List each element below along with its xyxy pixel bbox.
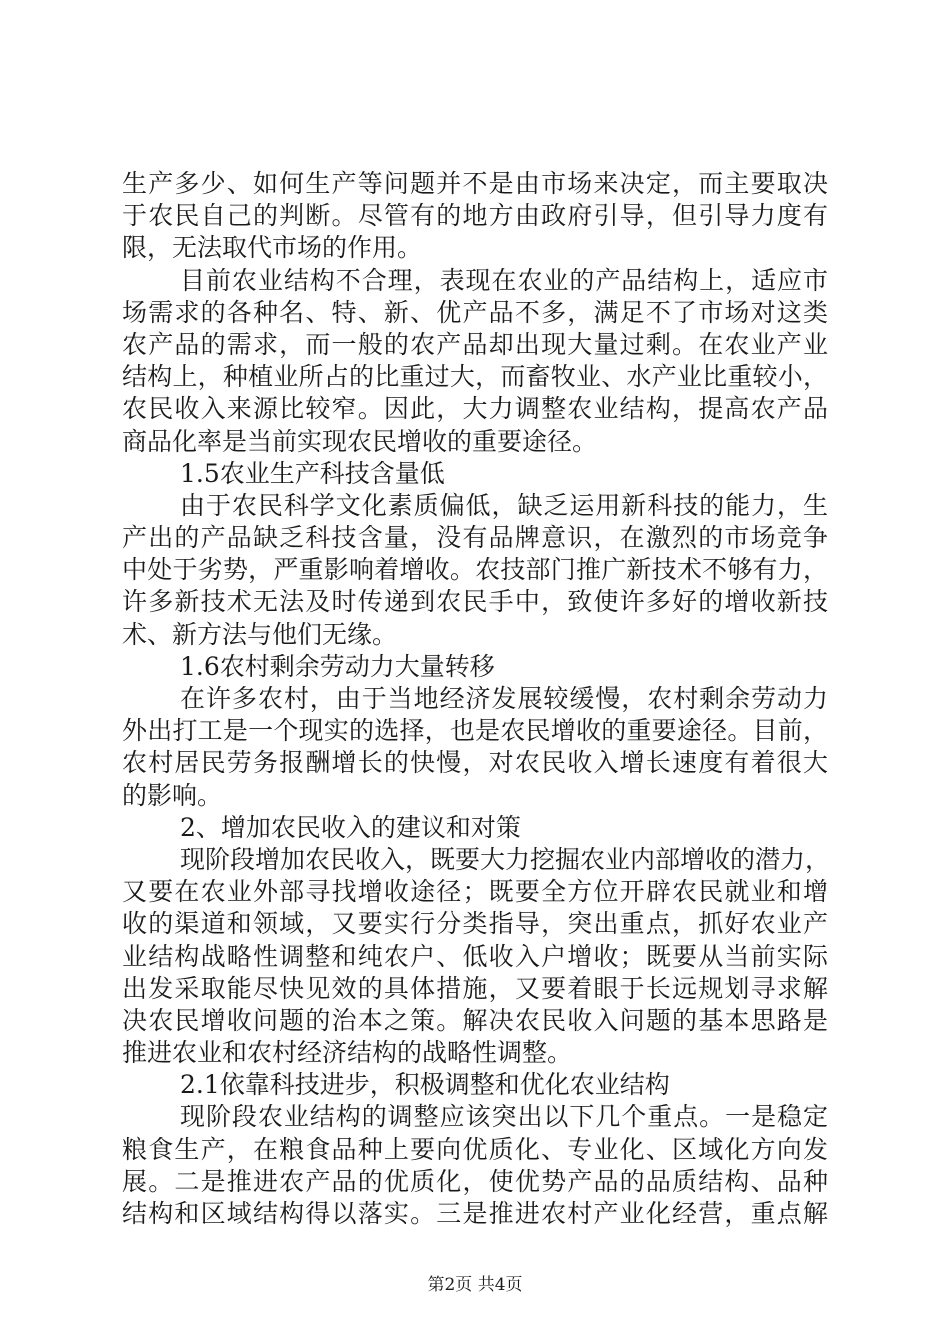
paragraph-line: 于农民自己的判断。尽管有的地方由政府引导，但引导力度有 <box>122 201 828 231</box>
paragraph-line: 许多新技术无法及时传递到农民手中，致使许多好的增收新技 <box>122 587 828 617</box>
paragraph-line: 术、新方法与他们无缘。 <box>122 619 398 649</box>
text-line <box>0 200 950 232</box>
paragraph-line: 推进农业和农村经济结构的战略性调整。 <box>122 1038 573 1068</box>
text-line <box>0 361 950 393</box>
text-line <box>0 715 950 747</box>
text-line <box>0 941 950 973</box>
text-line <box>0 973 950 1005</box>
paragraph-line: 结构和区域结构得以落实。三是推进农村产业化经营，重点解 <box>122 1199 828 1228</box>
text-line <box>0 1037 950 1069</box>
text-line <box>0 812 950 844</box>
text-line <box>0 1166 950 1198</box>
text-line <box>0 619 950 651</box>
text-line <box>0 780 950 812</box>
paragraph-line: 目前农业结构不合理，表现在农业的产品结构上，适应市 <box>180 265 828 295</box>
text-line <box>0 329 950 361</box>
text-line <box>0 908 950 940</box>
text-line <box>0 747 950 779</box>
paragraph-line: 现阶段增加农民收入，既要大力挖掘农业内部增收的潜力， <box>180 844 831 874</box>
paragraph-line: 在许多农村，由于当地经济发展较缓慢，农村剩余劳动力 <box>180 684 828 713</box>
paragraph-line: 结构上，种植业所占的比重过大，而畜牧业、水产业比重较小， <box>122 362 828 392</box>
paragraph-line: 农产品的需求，而一般的农产品却出现大量过剩。在农业产业 <box>122 329 828 359</box>
text-line <box>0 876 950 908</box>
text-line <box>0 1005 950 1037</box>
text-line <box>0 168 950 200</box>
text-line <box>0 1069 950 1101</box>
text-line <box>0 683 950 715</box>
paragraph-line: 的影响。 <box>122 780 223 810</box>
paragraph-line: 展。二是推进农产品的优质化，使优势产品的品质结构、品种 <box>122 1166 828 1196</box>
section-heading: 1.6农村剩余劳动力大量转移 <box>180 651 495 681</box>
paragraph-line: 中处于劣势，严重影响着增收。农技部门推广新技术不够有力， <box>122 555 828 585</box>
paragraph-line: 场需求的各种名、特、新、优产品不多，满足不了市场对这类 <box>122 297 828 327</box>
text-line <box>0 297 950 329</box>
paragraph-line: 商品化率是当前实现农民增收的重要途径。 <box>122 426 598 456</box>
paragraph-line: 由于农民科学文化素质偏低，缺乏运用新科技的能力，生 <box>180 490 828 520</box>
section-heading: 1.5农业生产科技含量低 <box>180 458 445 488</box>
text-line <box>0 265 950 297</box>
text-line <box>0 1134 950 1166</box>
text-line <box>0 651 950 683</box>
text-line <box>0 232 950 264</box>
page-number-label: 第2页 共4页 <box>427 1275 523 1295</box>
paragraph-line: 又要在农业外部寻找增收途径；既要全方位开辟农民就业和增 <box>122 877 828 907</box>
text-line <box>0 586 950 618</box>
paragraph-line: 业结构战略性调整和纯农户、低收入户增收；既要从当前实际 <box>122 941 828 971</box>
page-footer <box>0 1270 950 1295</box>
text-line <box>0 490 950 522</box>
paragraph-line: 决农民增收问题的治本之策。解决农民收入问题的基本思路是 <box>122 1005 828 1035</box>
document-body <box>0 168 950 1230</box>
text-line <box>0 1101 950 1133</box>
text-line <box>0 426 950 458</box>
paragraph-line: 收的渠道和领域，又要实行分类指导，突出重点，抓好农业产 <box>122 909 828 939</box>
section-heading: 2.1依靠科技进步，积极调整和优化农业结构 <box>180 1070 670 1100</box>
text-line <box>0 844 950 876</box>
paragraph-line: 产出的产品缺乏科技含量，没有品牌意识，在激烈的市场竞争 <box>122 523 828 553</box>
paragraph-line: 现阶段农业结构的调整应该突出以下几个重点。一是稳定 <box>180 1102 828 1132</box>
paragraph-line: 生产多少、如何生产等问题并不是由市场来决定，而主要取决 <box>122 169 828 198</box>
text-line <box>0 1198 950 1230</box>
text-line <box>0 393 950 425</box>
paragraph-line: 农村居民劳务报酬增长的快慢，对农民收入增长速度有着很大 <box>122 748 828 778</box>
text-line <box>0 554 950 586</box>
section-heading: 2、增加农民收入的建议和对策 <box>180 812 521 842</box>
paragraph-line: 限，无法取代市场的作用。 <box>122 233 423 263</box>
text-line <box>0 458 950 490</box>
paragraph-line: 出发采取能尽快见效的具体措施，又要着眼于长远规划寻求解 <box>122 973 828 1003</box>
paragraph-line: 外出打工是一个现实的选择，也是农民增收的重要途径。目前， <box>122 716 828 746</box>
paragraph-line: 粮食生产，在粮食品种上要向优质化、专业化、区域化方向发 <box>122 1134 828 1164</box>
text-line <box>0 522 950 554</box>
paragraph-line: 农民收入来源比较窄。因此，大力调整农业结构，提高农产品 <box>122 394 828 424</box>
